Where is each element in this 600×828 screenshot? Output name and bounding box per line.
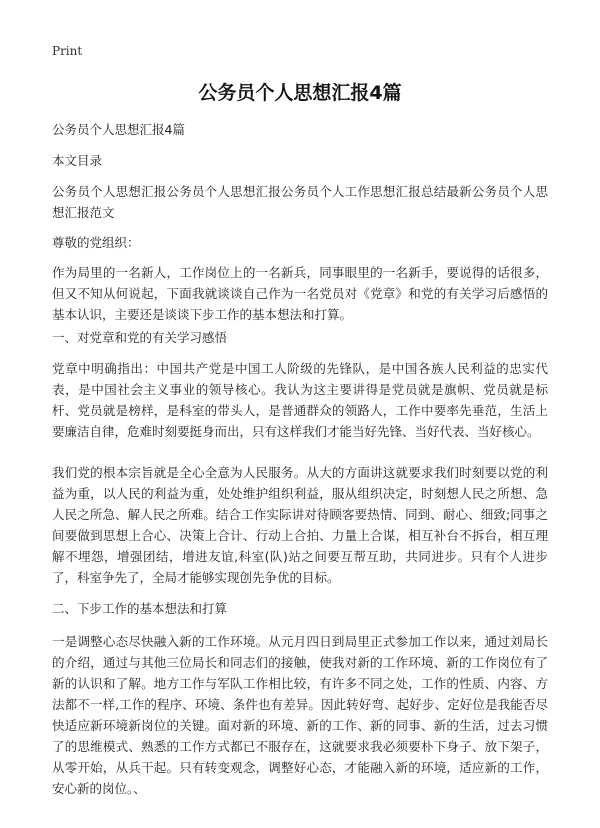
print-label: Print (52, 44, 83, 58)
section1-paragraph-2: 我们党的根本宗旨就是全心全意为人民服务。从大的方面讲这就要求我们时刻要以党的利益为重，以人民的利益为重，处处维护组织利益，服从组织决定，时刻想人民之所想、急人民之所急、解人民之所难。结合工作实际讲对待顾客要热情、同到、耐心、细致;同事之间要做到思想上合心、决策上合计、行动上合拍、力量上合谋，相互补台不拆台，相互理解不埋怨，增强团结，增进友谊,科室(队)站之间要互帮互助，共同进步。只有个人进步了，科室争先了，全局才能够实现创先争优的目标。 (52, 465, 548, 585)
section2-paragraph-1: 一是调整心态尽快融入新的工作环境。从元月四日到局里正式参加工作以来，通过刘局长的介绍，通过与其他三位局长和同志们的接触，使我对新的工作环境、新的工作岗位有了新的认识和了解。地方工作与军队工作相比较，有许多不同之处，工作的性质、内容、方法都不一样,工作的程序、环境、条件也有差异。因此转好弯、起好步、定好位是我能否尽快适应新环境新岗位的关键。面对新的环境、新的工作、新的同事、新的生活，过去习惯了的思维模式、熟悉的工作方式都已不服存在，这就要求我必须要朴下身子、放下架子，从零开始，从兵干起。只有转变观念，调整好心态，才能融入新的环境，适应新的工作，安心新的岗位。、 (52, 634, 548, 796)
salutation: 尊敬的党组织： (52, 235, 140, 250)
section-heading-2: 二、下步工作的基本想法和打算 (52, 601, 228, 616)
intro-paragraph: 作为局里的一名新人，工作岗位上的一名新兵，同事眼里的一名新手，要说得的话很多，但又不知从何说起，下面我就谈谈自己作为一名党员对《党章》和党的有关学习后感悟的基本认识，主要还是谈谈下步工作的基本想法和打算。 (52, 265, 548, 322)
document-subtitle: 公务员个人思想汇报4篇 (52, 122, 185, 137)
toc-items: 公务员个人思想汇报公务员个人思想汇报公务员个人工作思想汇报总结最新公务员个人思想汇报范文 (52, 184, 548, 220)
section-heading-1: 一、对党章和党的有关学习感悟 (52, 330, 228, 345)
toc-heading: 本文目录 (52, 153, 103, 168)
page-title: 公务员个人思想汇报4篇 (198, 82, 402, 104)
section1-paragraph-1: 党章中明确指出：中国共产党是中国工人阶级的先锋队，是中国各族人民利益的忠实代表，是中国社会主义事业的领导核心。我认为这主要讲得是党员就是旗帜、党员就是标杆、党员就是榜样，是科室的带头人，是普通群众的领路人，工作中要率先垂范，生活上要廉洁自律，危难时刻要挺身而出，只有这样我们才能当好先锋、当好代表、当好核心。 (52, 361, 548, 439)
